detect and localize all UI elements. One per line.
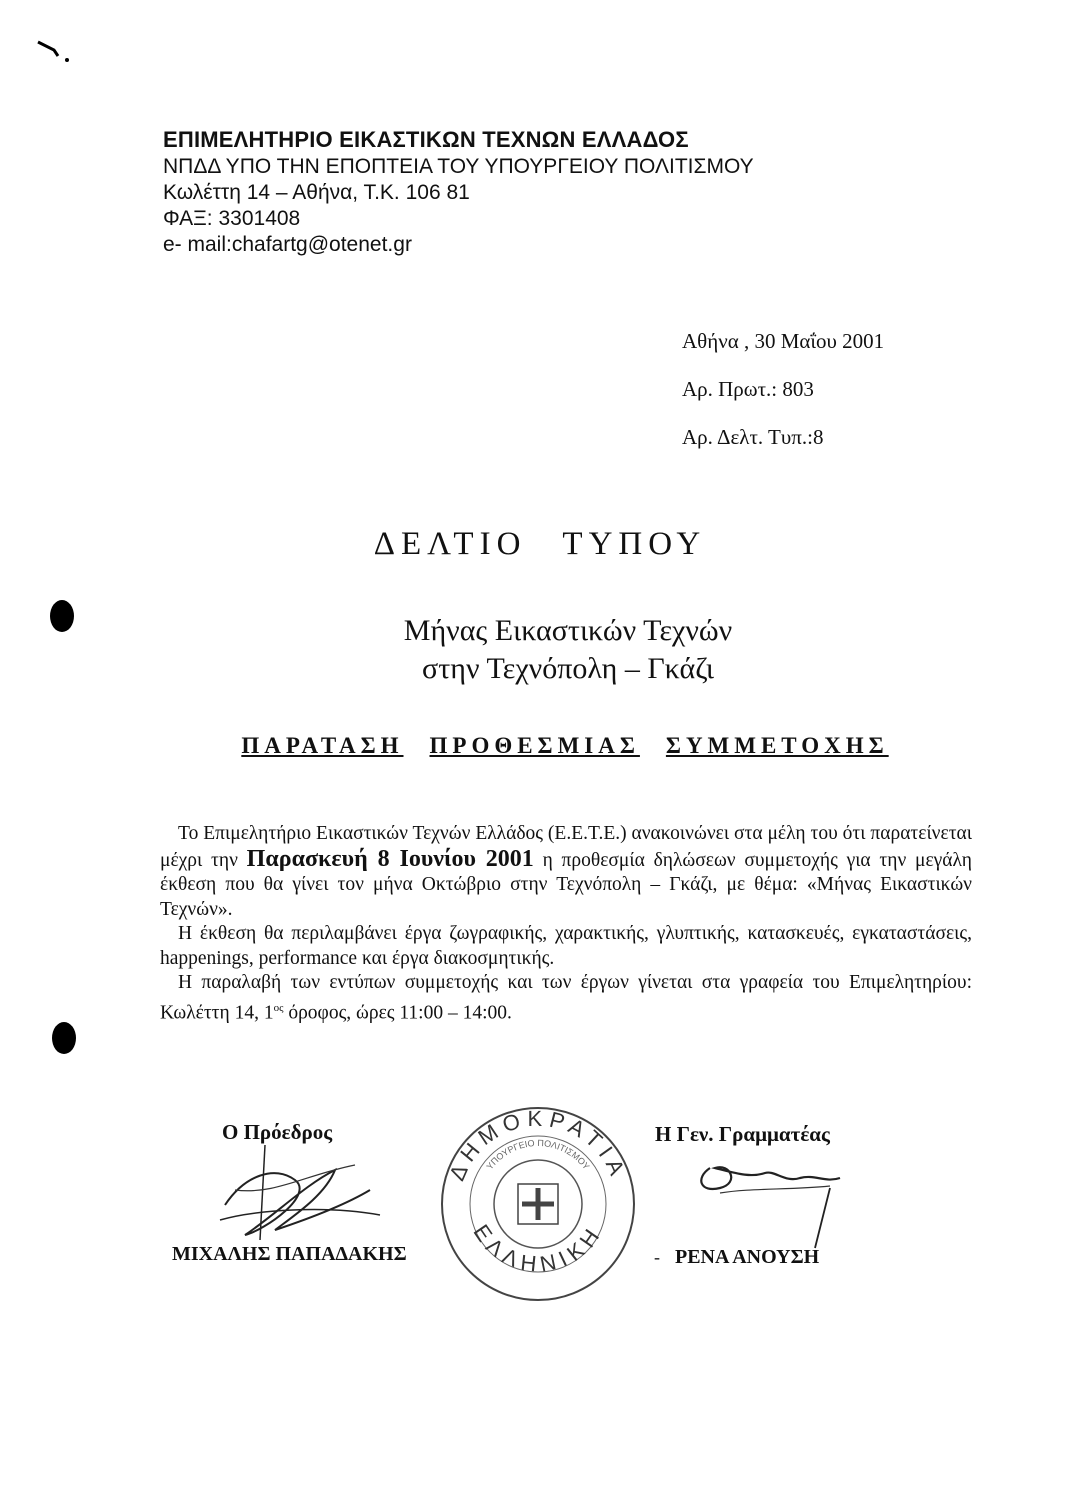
extension-word-3: ΣΥΜΜΕΤΟΧΗΣ: [665, 733, 889, 758]
title-word-1: ΔΕΛΤΙΟ: [373, 526, 527, 562]
organization-name: ΕΠΙΜΕΛΗΤΗΡΙΟ ΕΙΚΑΣΤΙΚΩΝ ΤΕΧΝΩΝ ΕΛΛΑΔΟΣ: [163, 127, 689, 152]
supervision-line: ΝΠΔΔ ΥΠΟ ΤΗΝ ΕΠΟΠΤΕΙΑ ΤΟΥ ΥΠΟΥΡΓΕΙΟΥ ΠΟΛΙΤΙΣΜΟΥ: [163, 155, 754, 178]
president-signature: [205, 1135, 395, 1245]
deadline-extension-heading: [200, 733, 930, 759]
deadline-date: Παρασκευή 8 Ιουνίου 2001: [246, 845, 534, 872]
press-release-number: Αρ. Δελτ. Τυπ.:8: [682, 425, 824, 449]
dash-mark: -: [654, 1247, 660, 1267]
fax-line: ΦΑΞ: 3301408: [163, 207, 301, 230]
stamp-bottom-text: ΕΛΛΗΝΙΚΗ: [468, 1219, 608, 1277]
paragraph-announcement: Το Επιμελητήριο Εικαστικών Τεχνών Ελλάδος (Ε.Ε.Τ.Ε.) ανακοινώνει στα μέλη του ότι παρατείνεται μέχρι την Παρασκευή 8 Ιουνίου 2001 η προθεσμία δηλώσεων συμμετοχής για την μεγάλη έκθεση που θα γίνει τον μήνα Οκτώβριο στην Τεχνόπολη – Γκάζι, με θέμα: «Μήνας Εικαστικών Τεχνών».: [160, 823, 972, 920]
address-line: Κωλέττη 14 – Αθήνα, Τ.Κ. 106 81: [163, 181, 470, 204]
title-word-2: ΤΥΠΟΥ: [562, 526, 707, 562]
binder-hole-bottom: [52, 1022, 76, 1054]
secretary-label: Η Γεν. Γραμματέας: [655, 1122, 830, 1146]
official-stamp: [438, 1104, 638, 1304]
scan-artifact-mark: [36, 36, 76, 66]
president-label: Ο Πρόεδρος: [222, 1120, 333, 1144]
letterhead: [163, 126, 754, 258]
date-line: Αθήνα , 30 Μαΐου 2001: [682, 329, 885, 353]
protocol-number: Αρ. Πρωτ.: 803: [682, 377, 814, 401]
paragraph-submission-info: Η παραλαβή των εντύπων συμμετοχής και των έργων γίνεται στα γραφεία του Επιμελητηρίου: Κωλέττη 14, $1^{o\varsigma}$ όροφος, ώρες 11:00 – 14:00.: [160, 972, 972, 1023]
secretary-signature: [690, 1148, 860, 1258]
document-meta: [682, 328, 884, 472]
event-subtitle: [0, 612, 1080, 688]
stamp-inner-text: ΥΠΟΥΡΓΕΙΟ ΠΟΛΙΤΙΣΜΟΥ: [484, 1137, 592, 1172]
secretary-name: ΡΕΝΑ ΑΝΟΥΣΗ: [675, 1246, 820, 1268]
subtitle-line-1: Μήνας Εικαστικών Τεχνών: [403, 614, 733, 647]
svg-text:ΥΠΟΥΡΓΕΙΟ ΠΟΛΙΤΙΣΜΟΥ: [485, 1138, 592, 1172]
email-line: e- mail:chafartg@otenet.gr: [163, 233, 412, 256]
extension-word-2: ΠΡΟΘΕΣΜΙΑΣ: [429, 733, 640, 758]
stamp-top-text: ΔΗΜΟΚΡΑΤΙΑ: [444, 1105, 632, 1185]
body-text: [160, 822, 972, 1026]
extension-word-1: ΠΑΡΑΤΑΣΗ: [241, 733, 404, 758]
paragraph-exhibition-content: Η έκθεση θα περιλαμβάνει έργα ζωγραφικής, χαρακτικής, γλυπτικής, κατασκευές, εγκαταστάσεις, happenings, performance και έργα διακοσμητικής.: [160, 923, 972, 969]
page-title: [0, 526, 1080, 563]
president-name: ΜΙΧΑΛΗΣ ΠΑΠΑΔΑΚΗΣ: [172, 1243, 407, 1265]
subtitle-line-2: στην Τεχνόπολη – Γκάζι: [422, 652, 714, 685]
